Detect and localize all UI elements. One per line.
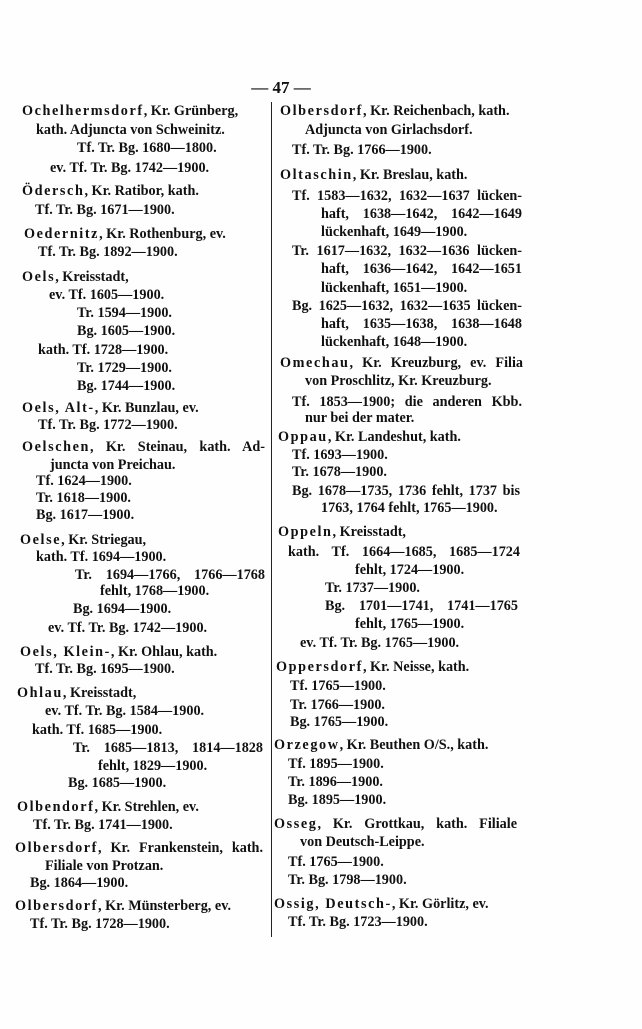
entry-heading-line: [17, 798, 199, 816]
entry-detail-line: [38, 416, 178, 434]
entry-detail-line: [35, 660, 175, 678]
entry-text: fehlt, 1768—1900.: [100, 583, 210, 599]
entry-text: Tr. 1766—1900.: [290, 697, 385, 713]
entry-detail-line: [33, 816, 173, 834]
entry-text: fehlt, 1765—1900.: [355, 616, 465, 632]
entry-text: Bg. 1625—1632, 1632—1635 lücken-: [292, 298, 522, 314]
entry-text: von Proschlitz, Kr. Kreuzburg.: [305, 373, 492, 389]
entry-text: Tf. Tr. Bg. 1766—1900.: [292, 142, 432, 158]
entry-detail-line: [292, 141, 432, 159]
entry-detail-line: [321, 279, 467, 297]
entry-text: , Kr. Striegau,: [61, 532, 147, 548]
entry-heading-line: [17, 684, 136, 702]
place-name: Oels: [22, 269, 56, 285]
entry-text: , Kr. Neisse, kath.: [362, 659, 470, 675]
entry-detail-line: [36, 548, 166, 566]
entry-heading-line: [276, 658, 469, 676]
entry-text: , Kr. Strehlen, ev.: [94, 799, 199, 815]
entry-text: haft, 1636—1642, 1642—1651: [321, 261, 522, 277]
entry-text: von Deutsch-Leippe.: [300, 834, 425, 850]
entry-text: Tr. Bg. 1798—1900.: [288, 872, 407, 888]
entry-text: Bg. 1605—1900.: [77, 323, 176, 339]
entry-text: Bg. 1864—1900.: [30, 875, 129, 891]
entry-detail-line: [290, 713, 388, 731]
entry-detail-line: [321, 223, 467, 241]
entry-detail-line: [355, 615, 464, 633]
entry-text: , Kr. Reichenbach, kath.: [363, 103, 510, 119]
entry-text: Tf. Tr. Bg. 1772—1900.: [38, 417, 178, 433]
entry-heading-line: [22, 182, 199, 200]
entry-detail-line: [77, 359, 172, 377]
entry-text: , Kr. Rothenburg, ev.: [99, 226, 226, 242]
entry-text: fehlt, 1829—1900.: [98, 758, 208, 774]
entry-detail-line: [36, 472, 132, 490]
entry-detail-line: [48, 619, 207, 637]
entry-text: Tr. 1694—1766, 1766—1768: [75, 567, 265, 583]
entry-detail-line: [30, 915, 170, 933]
entry-text: haft, 1635—1638, 1638—1648: [321, 316, 522, 332]
entry-text: Tf. 1895—1900.: [288, 756, 384, 772]
entry-text: Bg. 1617—1900.: [36, 507, 135, 523]
entry-text: Tr. 1729—1900.: [77, 360, 172, 376]
entry-text: Bg. 1744—1900.: [77, 378, 176, 394]
entry-detail-line: [77, 139, 217, 157]
entry-text: , Kreisstadt,: [332, 524, 406, 540]
entry-text: kath. Tf. 1664—1685, 1685—1724: [288, 544, 520, 560]
entry-text: kath. Tf. 1728—1900.: [38, 342, 169, 358]
entry-detail-line: [300, 634, 459, 652]
entry-heading-line: [20, 531, 146, 549]
entry-detail-line: [321, 260, 522, 278]
entry-detail-line: [77, 322, 175, 340]
entry-text: , Kr. Steinau, kath. Ad-: [89, 439, 265, 455]
place-name: Olbersdorf: [15, 840, 98, 856]
entry-text: ev. Tf. Tr. Bg. 1765—1900.: [300, 635, 460, 651]
entry-detail-line: [32, 721, 162, 739]
entry-text: lückenhaft, 1649—1900.: [321, 224, 468, 240]
entry-text: Tf. 1624—1900.: [36, 473, 132, 489]
entry-text: fehlt, 1724—1900.: [355, 562, 465, 578]
entry-detail-line: [288, 853, 384, 871]
entry-detail-line: [321, 205, 522, 223]
entry-detail-line: [288, 871, 407, 889]
entry-detail-line: [288, 791, 386, 809]
place-name: Ossig, Deutsch-: [274, 896, 392, 912]
entry-text: Tr. 1685—1813, 1814—1828: [73, 740, 263, 756]
entry-detail-line: [100, 582, 209, 600]
entry-heading-line: [22, 399, 199, 417]
entry-text: Tr. 1678—1900.: [292, 464, 387, 480]
place-name: Ochelhermsdorf: [22, 103, 144, 119]
entry-detail-line: [50, 159, 209, 177]
entry-heading-line: [15, 839, 263, 857]
entry-heading-line: [280, 102, 510, 120]
entry-text: , Kr. Frankenstein, kath.: [98, 840, 263, 856]
entry-heading-line: [20, 643, 217, 661]
entry-detail-line: [325, 597, 518, 615]
entry-heading-line: [22, 438, 265, 456]
entry-text: Tr. 1737—1900.: [325, 580, 420, 596]
entry-heading-line: [22, 268, 129, 286]
entry-heading-line: [15, 897, 231, 915]
entry-text: ev. Tf. Tr. Bg. 1742—1900.: [50, 160, 210, 176]
entry-text: ev. Tf. 1605—1900.: [49, 287, 165, 303]
entry-text: Tr. 1618—1900.: [36, 490, 131, 506]
entry-text: Bg. 1678—1735, 1736 fehlt, 1737 bis: [292, 483, 520, 499]
place-name: Oppau: [278, 429, 328, 445]
entry-heading-line: [274, 895, 489, 913]
place-name: Oelschen: [22, 439, 90, 455]
place-name: Oels, Klein-: [20, 644, 111, 660]
entry-text: Tr. 1594—1900.: [77, 305, 172, 321]
entry-text: , Kr. Bunzlau, ev.: [94, 400, 199, 416]
entry-text: Adjuncta von Girlachsdorf.: [305, 122, 473, 138]
entry-detail-line: [292, 482, 520, 500]
entry-heading-line: [274, 815, 517, 833]
entry-detail-line: [49, 286, 164, 304]
entry-text: Filiale von Protzan.: [45, 858, 164, 874]
entry-heading-line: [22, 102, 238, 120]
place-name: Oppersdorf: [276, 659, 363, 675]
entry-detail-line: [73, 739, 263, 757]
entry-text: kath. Tf. 1694—1900.: [36, 549, 167, 565]
entry-text: ev. Tf. Tr. Bg. 1742—1900.: [48, 620, 208, 636]
entry-detail-line: [45, 857, 163, 875]
entry-detail-line: [290, 696, 385, 714]
entry-text: Tf. Tr. Bg. 1723—1900.: [288, 914, 428, 930]
entry-detail-line: [300, 833, 425, 851]
entry-text: , Kr. Grottkau, kath. Filiale: [317, 816, 517, 832]
entry-detail-line: [77, 304, 172, 322]
entry-detail-line: [325, 579, 420, 597]
place-name: Oedernitz: [24, 226, 100, 242]
entry-text: Tf. Tr. Bg. 1741—1900.: [33, 817, 173, 833]
entry-text: Tr. 1617—1632, 1632—1636 lücken-: [292, 243, 522, 259]
entry-heading-line: [274, 736, 488, 754]
entry-text: kath. Tf. 1685—1900.: [32, 722, 163, 738]
entry-text: , Kr. Grünberg,: [143, 103, 239, 119]
entry-text: Bg. 1765—1900.: [290, 714, 389, 730]
place-name: Oels, Alt-: [22, 400, 95, 416]
place-name: Ohlau: [17, 685, 63, 701]
place-name: Oppeln: [278, 524, 333, 540]
entry-text: ev. Tf. Tr. Bg. 1584—1900.: [45, 703, 205, 719]
entry-detail-line: [305, 121, 473, 139]
entry-detail-line: [35, 201, 175, 219]
entry-detail-line: [292, 463, 387, 481]
entry-detail-line: [355, 561, 464, 579]
entry-text: , Kr. Görlitz, ev.: [391, 896, 489, 912]
entry-text: , Kr. Landeshut, kath.: [327, 429, 461, 445]
column-divider: [271, 102, 272, 937]
entry-detail-line: [36, 506, 134, 524]
entry-text: haft, 1638—1642, 1642—1649: [321, 206, 522, 222]
entry-text: Tf. 1765—1900.: [290, 678, 386, 694]
entry-detail-line: [321, 315, 522, 333]
entry-text: , Kreisstadt,: [62, 685, 137, 701]
entry-text: kath. Adjuncta von Schweinitz.: [36, 122, 225, 138]
entry-detail-line: [321, 333, 467, 351]
entry-text: Tf. 1853—1900; die anderen Kbb.: [292, 394, 522, 410]
entry-detail-line: [290, 677, 386, 695]
entry-detail-line: [288, 913, 428, 931]
entry-detail-line: [38, 243, 178, 261]
entry-text: lückenhaft, 1648—1900.: [321, 334, 468, 350]
place-name: Olbersdorf: [280, 103, 363, 119]
entry-heading-line: [24, 225, 226, 243]
place-name: Ödersch: [22, 183, 85, 199]
entry-detail-line: [36, 489, 131, 507]
entry-text: Tf. Tr. Bg. 1695—1900.: [35, 661, 175, 677]
entry-detail-line: [288, 773, 383, 791]
entry-detail-line: [292, 446, 388, 464]
place-name: Omechau: [280, 355, 350, 371]
entry-text: , Kr. Beuthen O/S., kath.: [339, 737, 489, 753]
entry-detail-line: [288, 543, 520, 561]
place-name: Olbersdorf: [15, 898, 98, 914]
entry-text: Tf. 1765—1900.: [288, 854, 384, 870]
entry-detail-line: [68, 774, 166, 792]
entry-text: Bg. 1895—1900.: [288, 792, 387, 808]
place-name: Oltaschin: [280, 167, 353, 183]
place-name: Oelse: [20, 532, 62, 548]
entry-detail-line: [98, 757, 207, 775]
place-name: Osseg: [274, 816, 318, 832]
entry-detail-line: [292, 187, 522, 205]
entry-text: , Kr. Breslau, kath.: [352, 167, 468, 183]
entry-text: Bg. 1694—1900.: [73, 601, 172, 617]
entry-detail-line: [38, 341, 168, 359]
entry-text: Tf. Tr. Bg. 1892—1900.: [38, 244, 178, 260]
entry-heading-line: [280, 166, 467, 184]
place-name: Orzegow: [274, 737, 340, 753]
entry-detail-line: [36, 121, 225, 139]
place-name: Olbendorf: [17, 799, 95, 815]
entry-text: , Kr. Kreuzburg, ev. Filia: [349, 355, 523, 371]
entry-detail-line: [292, 297, 522, 315]
entry-text: Bg. 1701—1741, 1741—1765: [325, 598, 518, 614]
entry-detail-line: [45, 702, 204, 720]
entry-heading-line: [278, 428, 461, 446]
entry-text: , Kr. Ohlau, kath.: [110, 644, 218, 660]
entry-heading-line: [278, 523, 406, 541]
entry-text: Tf. 1583—1632, 1632—1637 lücken-: [292, 188, 522, 204]
entry-detail-line: [77, 377, 175, 395]
entry-text: Tf. 1693—1900.: [292, 447, 388, 463]
entry-text: Tf. Tr. Bg. 1680—1800.: [77, 140, 217, 156]
page-number: — 47 —: [251, 78, 311, 97]
entry-detail-line: [305, 372, 492, 390]
entry-detail-line: [30, 874, 128, 892]
entry-text: Bg. 1685—1900.: [68, 775, 167, 791]
entry-text: Tf. Tr. Bg. 1728—1900.: [30, 916, 170, 932]
entry-heading-line: [280, 354, 523, 372]
entry-detail-line: [292, 242, 522, 260]
entry-text: nur bei der mater.: [305, 410, 415, 426]
entry-detail-line: [288, 755, 384, 773]
entry-detail-line: [321, 499, 498, 517]
entry-text: 1763, 1764 fehlt, 1765—1900.: [321, 500, 498, 516]
entry-text: , Kr. Münsterberg, ev.: [98, 898, 232, 914]
entry-text: , Kr. Ratibor, kath.: [84, 183, 199, 199]
entry-detail-line: [73, 600, 171, 618]
entry-text: Tf. Tr. Bg. 1671—1900.: [35, 202, 175, 218]
entry-text: juncta von Preichau.: [50, 457, 176, 473]
entry-text: Tr. 1896—1900.: [288, 774, 383, 790]
entry-text: , Kreisstadt,: [55, 269, 129, 285]
entry-detail-line: [305, 409, 414, 427]
entry-text: lückenhaft, 1651—1900.: [321, 280, 468, 296]
